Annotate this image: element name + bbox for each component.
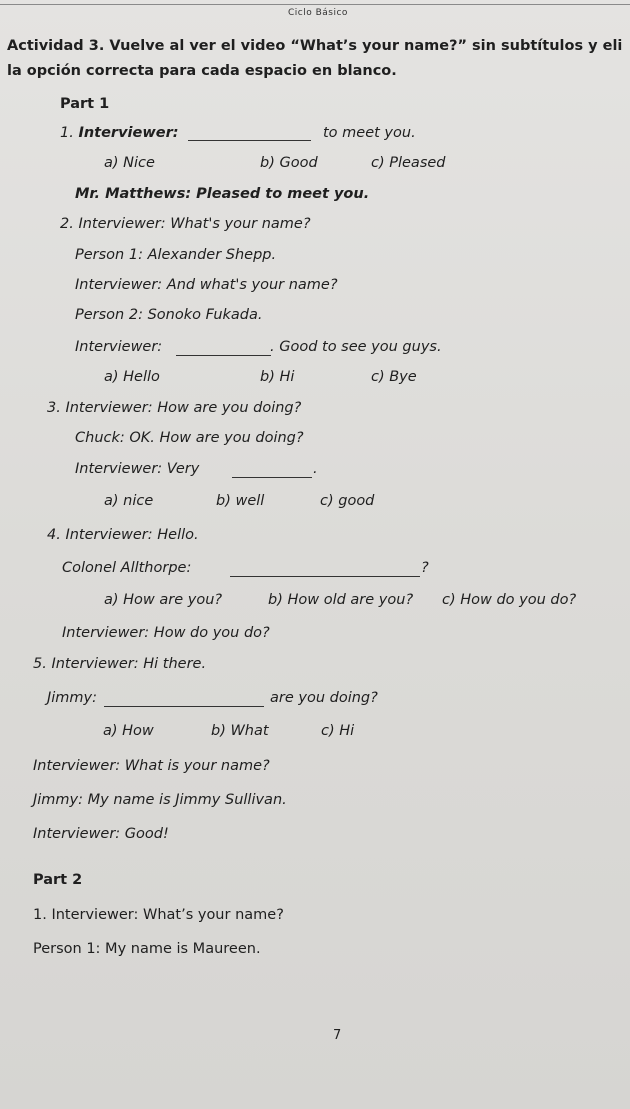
q2-option-a[interactable]: a) Hello [104, 369, 160, 385]
part1-heading: Part 1 [60, 96, 110, 112]
part2-line1: 1. Interviewer: What’s your name? [33, 907, 284, 923]
top-rule [0, 4, 630, 5]
q5-line1: 5. Interviewer: Hi there. [33, 656, 207, 672]
q3-option-a[interactable]: a) nice [104, 493, 154, 509]
q5-line4: Interviewer: Good! [33, 826, 169, 842]
q4-line1: 4. Interviewer: Hello. [47, 527, 199, 543]
q5-option-b[interactable]: b) What [211, 723, 269, 739]
q3-line2: Chuck: OK. How are you doing? [75, 430, 304, 446]
q4-option-a[interactable]: a) How are you? [104, 592, 223, 608]
page-header: Ciclo Básico [288, 8, 348, 18]
q4-blank[interactable] [230, 576, 420, 577]
q3-blank[interactable] [232, 477, 312, 478]
q1-prompt [60, 125, 179, 141]
q5-line2: Interviewer: What is your name? [33, 758, 270, 774]
q2-after: . Good to see you guys. [270, 339, 442, 355]
q2-blank[interactable] [176, 355, 271, 356]
part2-heading: Part 2 [33, 872, 83, 888]
part2-line2: Person 1: My name is Maureen. [33, 941, 261, 957]
q3-line1: 3. Interviewer: How are you doing? [47, 400, 302, 416]
activity-title-line1: Actividad 3. Vuelve al ver el video “What’s your name?” sin subtítulos y eli [7, 38, 623, 54]
q1-speaker: Interviewer: [78, 125, 179, 141]
q1-number: 1. [60, 125, 74, 141]
q3-option-c[interactable]: c) good [320, 493, 375, 509]
q1-reply: Mr. Matthews: Pleased to meet you. [75, 186, 370, 202]
q5-blank[interactable] [104, 706, 264, 707]
q4-speaker: Colonel Allthorpe: [62, 560, 192, 576]
q2-line1: 2. Interviewer: What's your name? [60, 216, 311, 232]
q5-option-c[interactable]: c) Hi [321, 723, 355, 739]
q2-speaker: Interviewer: [75, 339, 163, 355]
q3-speaker: Interviewer: Very [75, 461, 200, 477]
q2-option-c[interactable]: c) Bye [371, 369, 417, 385]
q1-blank[interactable] [188, 140, 311, 141]
q4-reply: Interviewer: How do you do? [62, 625, 270, 641]
q5-line3: Jimmy: My name is Jimmy Sullivan. [33, 792, 287, 808]
q5-after: are you doing? [270, 690, 378, 706]
q1-option-c[interactable]: c) Pleased [371, 155, 446, 171]
q2-option-b[interactable]: b) Hi [260, 369, 295, 385]
q4-after: ? [421, 560, 429, 576]
q4-option-c[interactable]: c) How do you do? [442, 592, 577, 608]
q2-line4: Person 2: Sonoko Fukada. [75, 307, 263, 323]
page-number: 7 [333, 1028, 342, 1043]
q2-line3: Interviewer: And what's your name? [75, 277, 338, 293]
q1-option-b[interactable]: b) Good [260, 155, 318, 171]
q1-option-a[interactable]: a) Nice [104, 155, 155, 171]
q1-after: to meet you. [323, 125, 416, 141]
q2-line2: Person 1: Alexander Shepp. [75, 247, 277, 263]
activity-title-line2: la opción correcta para cada espacio en blanco. [7, 63, 397, 79]
q5-option-a[interactable]: a) How [103, 723, 154, 739]
q5-speaker: Jimmy: [47, 690, 98, 706]
q3-after: . [313, 461, 318, 477]
q3-option-b[interactable]: b) well [216, 493, 265, 509]
q4-option-b[interactable]: b) How old are you? [268, 592, 414, 608]
